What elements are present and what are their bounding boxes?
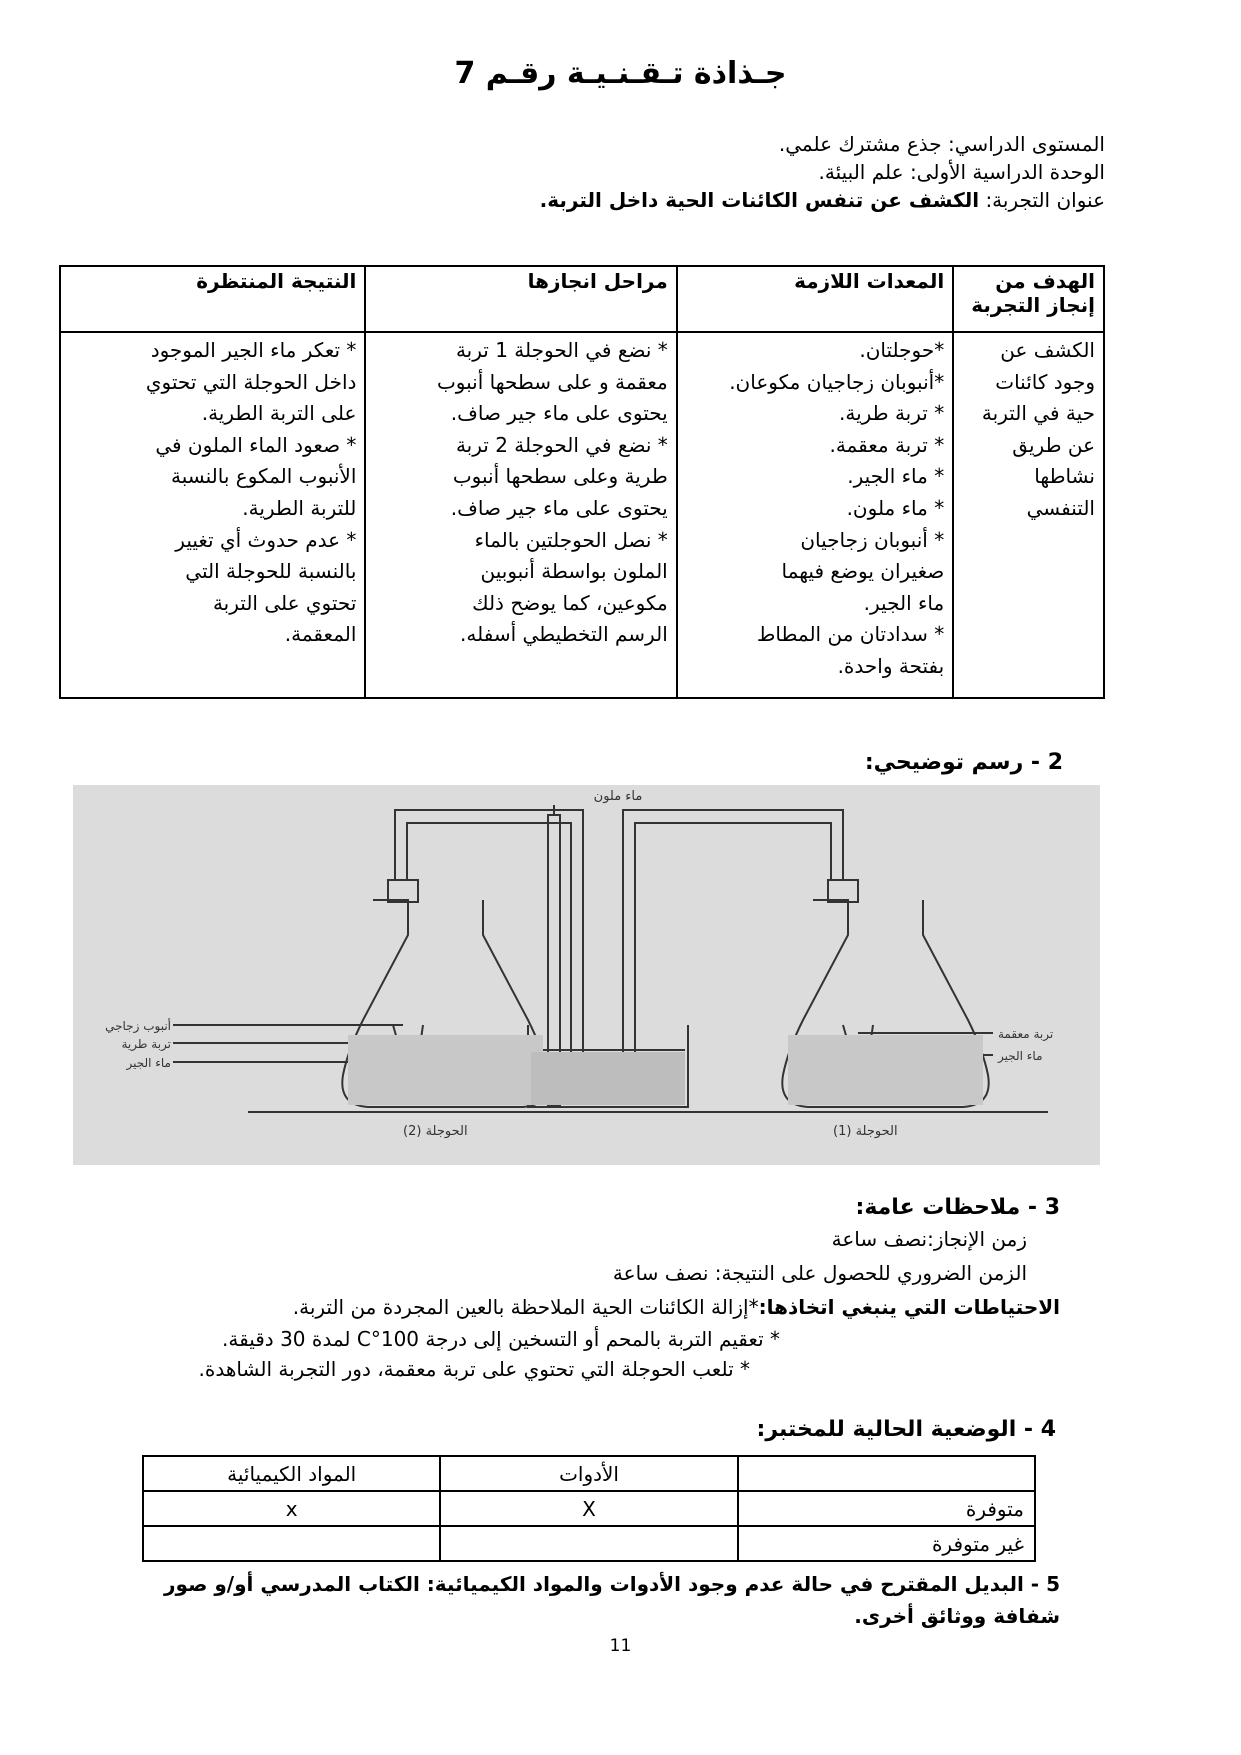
document-title: جـذاذة تـقـنـيـة رقـم 7 <box>454 56 787 91</box>
lab-row-unavailable: غير متوفرة <box>738 1526 1035 1561</box>
steps-cell-line: مكوعين، كما يوضح ذلك <box>472 590 668 615</box>
page-number: 11 <box>609 1636 632 1656</box>
equipment-cell-line: *حوجلتان. <box>859 338 945 362</box>
equipment-cell-line: * أنبوبان زجاجيان <box>800 527 945 552</box>
results-cell-line: تحتوي على التربة <box>212 590 357 615</box>
section5-text: 5 - البديل المقترح في حالة عدم وجود الأدوات والمواد الكيميائية: الكتاب المدرسي أو/و صور شفافة ووثائق أخرى. <box>164 1572 1060 1628</box>
lab-tools-available: X <box>440 1491 737 1526</box>
diagram-svg <box>73 785 1100 1165</box>
label-flask-left: الحوجلة (2) <box>403 1124 468 1139</box>
goal-cell-line: حية في التربة <box>981 401 1095 426</box>
steps-cell-line: طرية وعلى سطحها أنبوب <box>452 464 668 489</box>
info-block <box>150 130 1105 214</box>
lab-chemicals-unavailable <box>143 1526 440 1561</box>
results-cell-line: * صعود الماء الملون في <box>155 432 357 457</box>
equipment-cell-line: *أنبوبان زجاجيان مكوعان. <box>729 369 945 394</box>
header-goal: الهدف من إنجاز التجربة <box>953 266 1104 332</box>
experiment-line <box>150 186 1105 214</box>
steps-cell-line: يحتوى على ماء جير صاف. <box>450 495 668 520</box>
results-cell <box>60 332 365 698</box>
lab-empty-header <box>738 1456 1035 1491</box>
equipment-cell-line: ماء الجير. <box>863 590 945 615</box>
label-right-0: تربة معقمة <box>998 1027 1054 1041</box>
section3-heading: 3 - ملاحظات عامة: <box>855 1195 1060 1220</box>
precautions-line <box>100 1290 1060 1324</box>
equipment-cell-line: بفتحة واحدة. <box>837 653 945 678</box>
header-steps: مراحل انجازها <box>365 266 676 332</box>
experiment-table <box>59 265 1105 699</box>
experiment-label: عنوان التجربة: <box>985 188 1105 212</box>
results-cell-line: الأنبوب المكوع بالنسبة <box>171 464 357 489</box>
equipment-cell-line: * ماء ملون. <box>846 495 945 520</box>
results-cell-line: * تعكر ماء الجير الموجود <box>150 338 357 362</box>
header-results: النتيجة المنتظرة <box>60 266 365 332</box>
level-line: المستوى الدراسي: جذع مشترك علمي. <box>778 132 1105 156</box>
results-cell-line: * عدم حدوث أي تغيير <box>175 527 357 552</box>
steps-cell-line: معقمة و على سطحها أنبوب <box>436 369 668 394</box>
label-left-0: أنبوب زجاجي <box>105 1019 171 1033</box>
lab-col-tools: الأدوات <box>440 1456 737 1491</box>
experiment-title: الكشف عن تنفس الكائنات الحية داخل التربة. <box>539 188 980 212</box>
stopper-left <box>388 880 418 902</box>
label-right-1: ماء الجير <box>998 1049 1043 1063</box>
lab-status-table <box>142 1455 1036 1562</box>
results-cell-line: على التربة الطرية. <box>201 401 357 426</box>
results-cell-line: بالنسبة للحوجلة التي <box>185 559 357 584</box>
precautions-label: الاحتياطات التي ينبغي اتخاذها: <box>758 1295 1060 1319</box>
steps-cell-line: يحتوى على ماء جير صاف. <box>450 401 668 426</box>
steps-cell-line: الرسم التخطيطي أسفله. <box>460 622 668 647</box>
goal-cell-line: وجود كائنات <box>995 369 1095 394</box>
section4-heading: 4 - الوضعية الحالية للمختبر: <box>756 1417 1056 1442</box>
results-cell-line: المعقمة. <box>284 622 357 647</box>
lab-col-chemicals: المواد الكيميائية <box>143 1456 440 1491</box>
experiment-diagram <box>73 785 1100 1165</box>
label-colored-water: ماء ملون <box>593 789 643 804</box>
equipment-cell-line: * سدادتان من المطاط <box>756 622 945 647</box>
equipment-cell <box>677 332 953 698</box>
steps-cell-line: * نضع في الحوجلة 2 تربة <box>455 432 668 457</box>
result-time-line: الزمن الضروري للحصول على النتيجة: نصف ساعة <box>612 1261 1027 1285</box>
label-flask-right: الحوجلة (1) <box>833 1124 898 1139</box>
equipment-cell-line: * تربة طرية. <box>838 401 945 426</box>
lab-row-available: متوفرة <box>738 1491 1035 1526</box>
steps-cell-line: * نضع في الحوجلة 1 تربة <box>455 338 668 362</box>
unit-line: الوحدة الدراسية الأولى: علم البيئة. <box>818 160 1105 184</box>
header-equipment: المعدات اللازمة <box>677 266 953 332</box>
goal-cell-line: التنفسي <box>1026 495 1095 520</box>
steps-cell-line: * نصل الحوجلتين بالماء <box>474 527 668 552</box>
goal-cell-line: الكشف عن <box>1000 338 1095 362</box>
precaution-1: *إزالة الكائنات الحية الملاحظة بالعين المجردة من التربة. <box>292 1295 759 1319</box>
label-left-1: تربة طرية <box>121 1037 171 1051</box>
steps-cell-line: الملون بواسطة أنبوبين <box>480 559 668 584</box>
equipment-cell-line: * تربة معقمة. <box>829 432 945 457</box>
steps-cell <box>365 332 676 698</box>
results-cell-line: داخل الحوجلة التي تحتوي <box>145 369 357 394</box>
goal-cell-line: نشاطها <box>1034 464 1095 489</box>
goal-cell-line: عن طريق <box>1012 432 1095 457</box>
lab-chemicals-available: x <box>143 1491 440 1526</box>
stopper-right <box>828 880 858 902</box>
section3 <box>100 1195 1060 1384</box>
precaution-3: * تلعب الحوجلة التي تحتوي على تربة معقمة، دور التجربة الشاهدة. <box>198 1357 750 1381</box>
section2-heading: 2 - رسم توضيحي: <box>864 750 1063 775</box>
equipment-cell-line: صغيران يوضع فيهما <box>781 559 945 584</box>
equipment-cell-line: * ماء الجير. <box>847 464 945 489</box>
lab-tools-unavailable <box>440 1526 737 1561</box>
time-line: زمن الإنجاز:نصف ساعة <box>831 1227 1027 1251</box>
precaution-2: * تعقيم التربة بالمحم أو التسخين إلى درجة 100°C لمدة 30 دقيقة. <box>222 1327 780 1351</box>
label-left-2: ماء الجير <box>126 1056 171 1070</box>
results-cell-line: للتربة الطرية. <box>242 495 357 520</box>
goal-cell <box>953 332 1104 698</box>
